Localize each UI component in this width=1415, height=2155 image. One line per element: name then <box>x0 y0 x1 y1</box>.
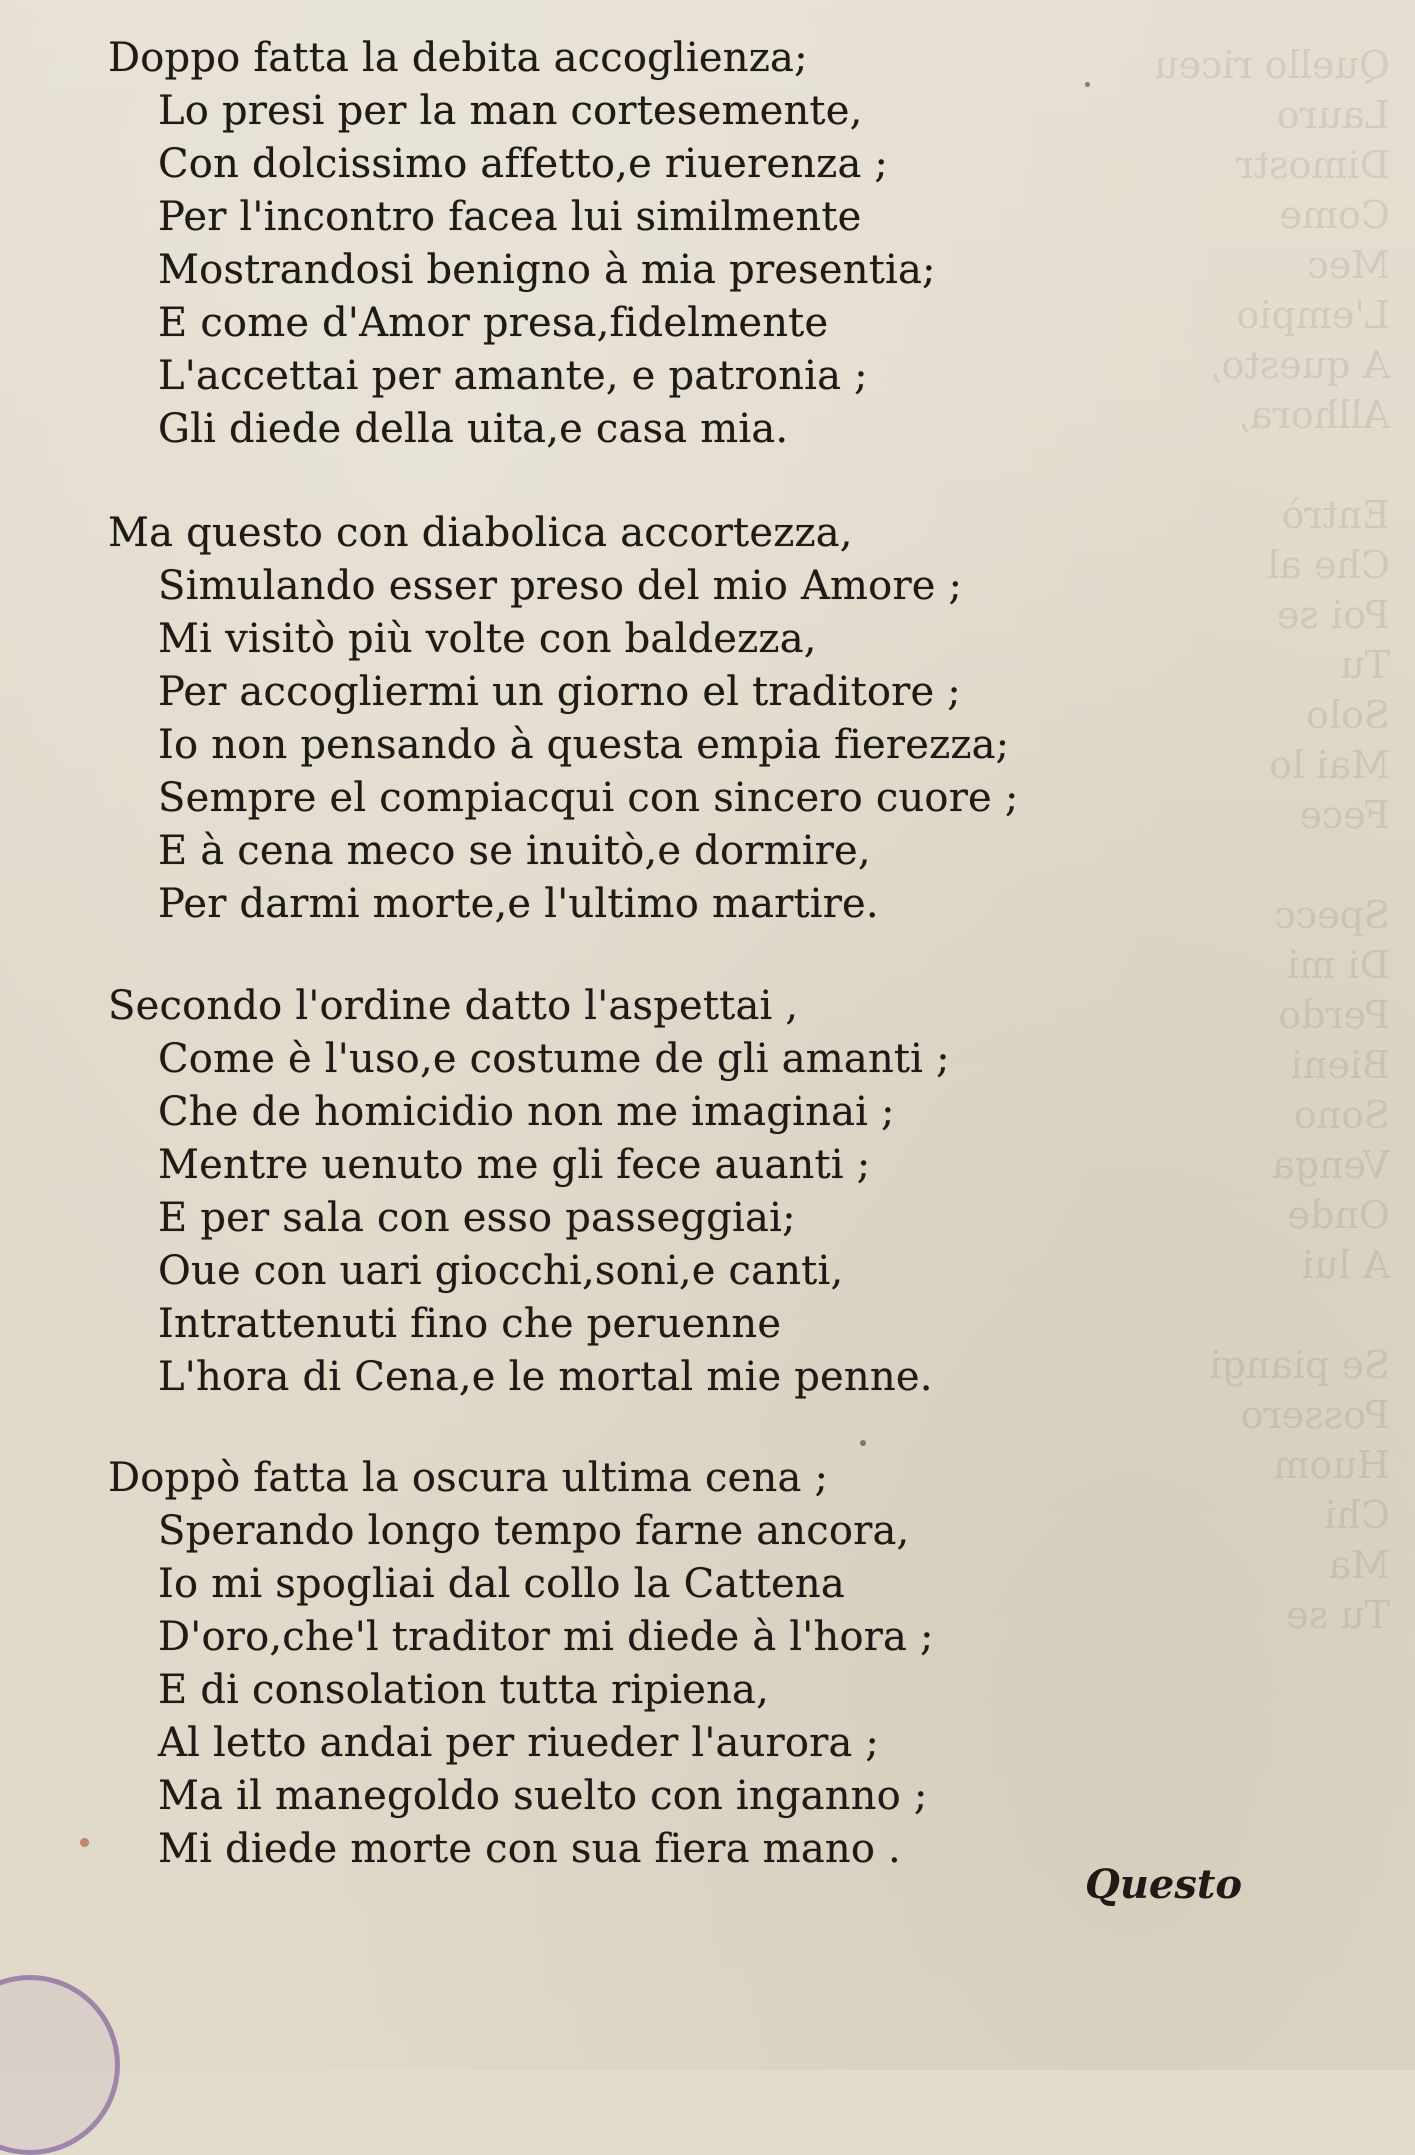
verse-line: Simulando esser preso del mio Amore ; <box>158 563 963 609</box>
verse-line: Secondo l'ordine datto l'aspettai , <box>108 983 799 1029</box>
stanza-4 <box>108 1452 1058 1876</box>
verse-line: Che de homicidio non me imaginai ; <box>158 1089 895 1135</box>
verse-line: Doppo fatta la debita accoglienza; <box>108 35 808 81</box>
verse-line: Per accogliermi un giorno el traditore ; <box>158 669 961 715</box>
ink-speck <box>80 1838 89 1847</box>
stanza-3 <box>108 980 1058 1404</box>
verse-line: Mi visitò più volte con baldezza, <box>158 616 817 662</box>
verse-line: Per l'incontro facea lui similmente <box>158 194 862 240</box>
verse-line: E à cena meco se inuitò,e dormire, <box>158 828 871 874</box>
verse-line: Come è l'uso,e costume de gli amanti ; <box>158 1036 950 1082</box>
verse-line: Ma il manegoldo suelto con inganno ; <box>158 1773 928 1819</box>
verse-line: Mostrandosi benigno à mia presentia; <box>158 247 936 293</box>
verse-line: Ma questo con diabolica accortezza, <box>108 510 853 556</box>
verse-line: Gli diede della uita,e casa mia. <box>158 406 789 452</box>
catchword: Questo <box>1085 1861 1243 1908</box>
ink-speck <box>860 1440 866 1446</box>
verse-line: Con dolcissimo affetto,e riuerenza ; <box>158 141 889 187</box>
verse-line: Oue con uari giocchi,soni,e canti, <box>158 1248 844 1294</box>
show-through-text: Quello riceu Lauro Dimostr Come Mec L'empio A questo, Allhora, Entrò Che al Poi se Tu Solo Mai lo Fece Specc Di mi Perdo Bieni Sono Venga Onde A lui Se piangi Possero Huom Chi Ma Tu se <box>1154 43 1390 1637</box>
ink-speck <box>1085 82 1090 87</box>
verse-line: E di consolation tutta ripiena, <box>158 1667 770 1713</box>
stanza-1 <box>108 32 1058 456</box>
verse-line: Sempre el compiacqui con sincero cuore ; <box>158 775 1019 821</box>
verse-line: D'oro,che'l traditor mi diede à l'hora ; <box>158 1614 934 1660</box>
verse-line: Lo presi per la man cortesemente, <box>158 88 863 134</box>
verse-line: Doppò fatta la oscura ultima cena ; <box>108 1455 829 1501</box>
verse-line: Mentre uenuto me gli fece auanti ; <box>158 1142 871 1188</box>
verse-line: E come d'Amor presa,fidelmente <box>158 300 829 346</box>
stanza-2 <box>108 507 1058 931</box>
verse-line: Io non pensando à questa empia fierezza; <box>158 722 1010 768</box>
verse-line: Per darmi morte,e l'ultimo martire. <box>158 881 879 927</box>
verse-line: Sperando longo tempo farne ancora, <box>158 1508 910 1554</box>
verse-line: Mi diede morte con sua fiera mano . <box>158 1826 901 1872</box>
verse-line: Intrattenuti fino che peruenne <box>158 1301 782 1347</box>
verse-line: E per sala con esso passeggiai; <box>158 1195 796 1241</box>
verse-line: Al letto andai per riueder l'aurora ; <box>158 1720 880 1766</box>
library-stamp-icon <box>0 1975 120 2155</box>
verse-line: L'accettai per amante, e patronia ; <box>158 353 868 399</box>
verse-line: Io mi spogliai dal collo la Cattena <box>158 1561 845 1607</box>
verse-line: L'hora di Cena,e le mortal mie penne. <box>158 1354 933 1400</box>
